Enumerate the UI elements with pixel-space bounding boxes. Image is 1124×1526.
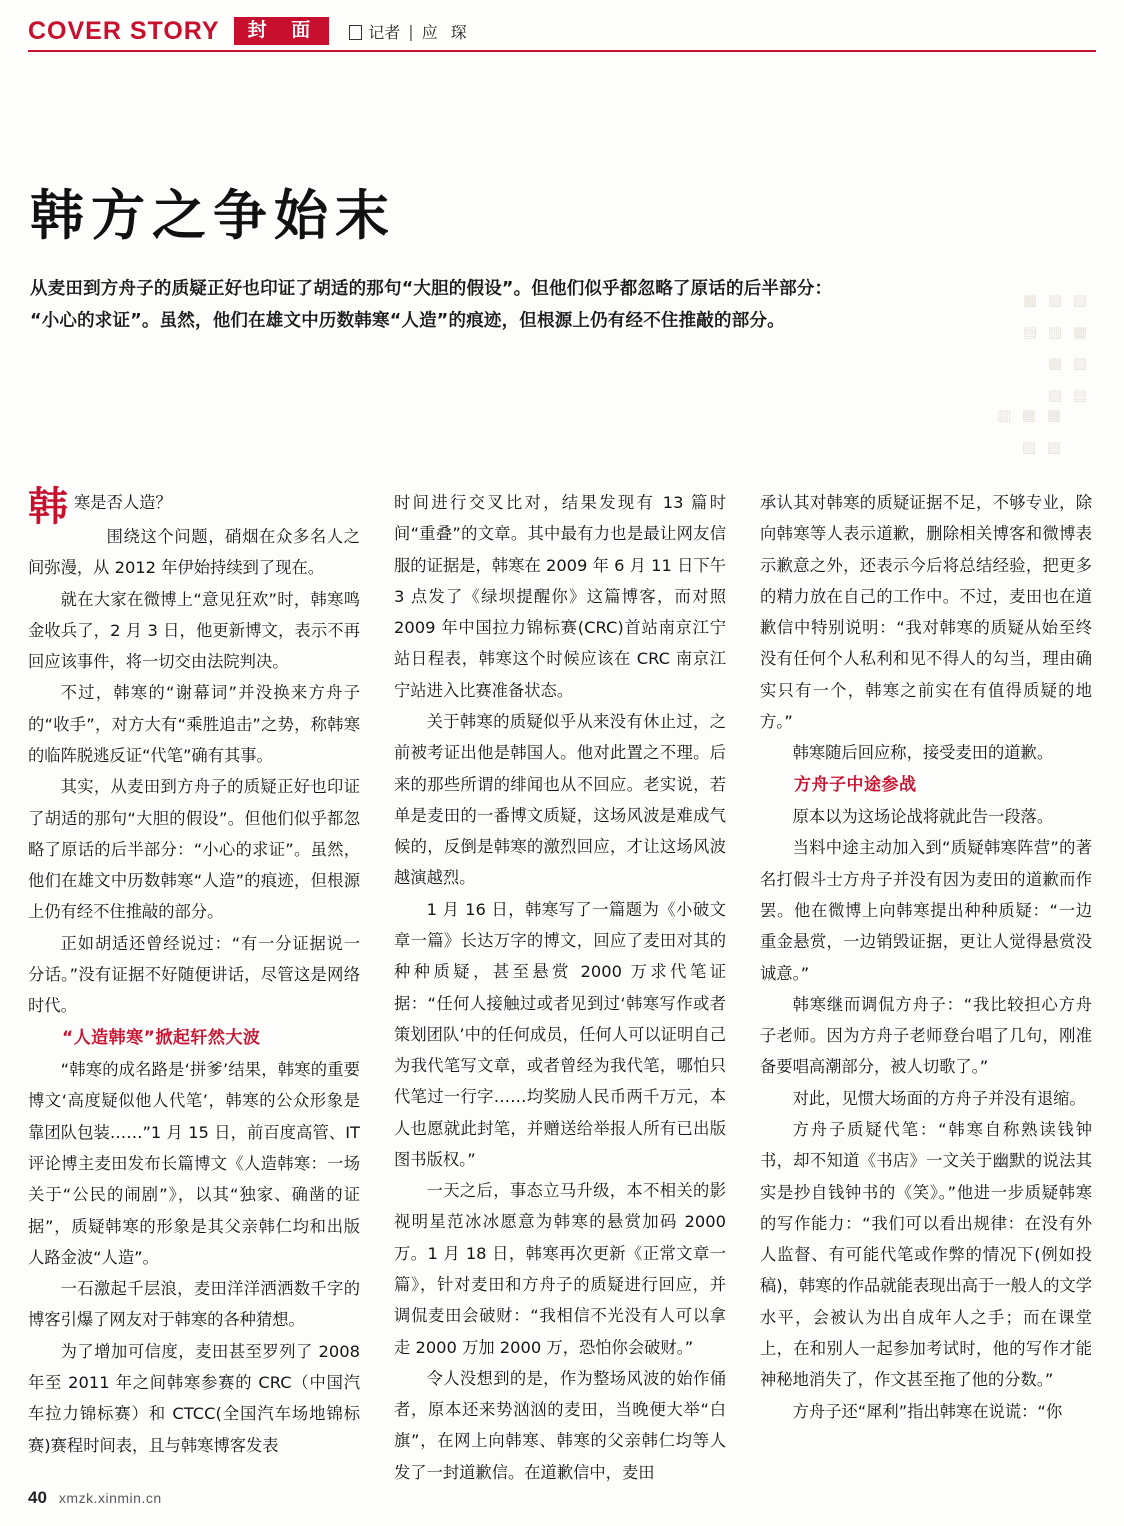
cover-badge: 封 面 xyxy=(234,17,330,45)
paragraph: 时间进行交叉比对，结果发现有 13 篇时间“重叠”的文章。其中最有力也是最让网友信服的证据是，韩寒在 2009 年 6 月 11 日下午 3 点发了《绿坝提醒你》这篇博客，而对照 2009 年中国拉力锦标赛(CRC)首站南京江宁站日程表，韩寒这个时候应该在 CRC 南京江宁站进入比赛准备状态。 xyxy=(394,493,726,700)
paragraph: 一石激起千层浪，麦田洋洋洒洒数千字的博客引爆了网友对于韩寒的各种猜想。 xyxy=(28,1279,360,1330)
page-footer xyxy=(28,1488,162,1508)
lead-paragraph xyxy=(28,484,360,530)
standfirst xyxy=(30,273,980,338)
page-number: 40 xyxy=(28,1488,47,1507)
column-middle xyxy=(394,487,726,1482)
section-subhead: 方舟子中途参战 xyxy=(794,774,917,795)
byline xyxy=(349,20,471,43)
page-header xyxy=(28,14,1096,48)
paragraph: 1 月 16 日，韩寒写了一篇题为《小破文章一篇》长达万字的博文，回应了麦田对其的种种质疑，甚至悬赏 2000 万求代笔证据：“任何人接触过或者见到过‘韩寒写作或者策划团队’中的任何成员，任何人可以证明自己为我代笔写文章，或者曾经为我代笔，哪怕只代笔过一行字……均奖励人民币两千万元，本人也愿就此封笔，并赠送给举报人所有已出版图书版权。” xyxy=(394,899,726,1169)
reporter-name: 应 琛 xyxy=(421,22,471,42)
standfirst-line-1: 从麦田到方舟子的质疑正好也印证了胡适的那句“大胆的假设”。但他们似乎都忽略了原话的后半部分： xyxy=(30,279,833,300)
page-title: 韩方之争始末 xyxy=(30,184,396,247)
paragraph: 韩寒随后回应称，接受麦田的道歉。 xyxy=(792,743,1054,763)
title-block xyxy=(30,185,1084,338)
paragraph: 其实，从麦田到方舟子的质疑正好也印证了胡适的那句“大胆的假设”。但他们似乎都忽略了原话的后半部分：“小心的求证”。虽然，他们在雄文中历数韩寒“人造”的痕迹，但根源上仍有经不住推敲的部分。 xyxy=(28,777,360,922)
paragraph: “韩寒的成名路是‘拼爹’结果，韩寒的重要博文‘高度疑似他人代笔’，韩寒的公众形象是靠团队包装……”1 月 15 日，前百度高管、IT 评论博主麦田发布长篇博文《人造韩寒：一场关于“公民的闹剧”》，以其“独家、确凿的证据”，质疑韩寒的形象是其父亲韩仁均和出版人路金波“人造”。 xyxy=(28,1060,360,1267)
paragraph: 韩寒继而调侃方舟子：“我比较担心方舟子老师。因为方舟子老师登台唱了几句，刚准备要唱高潮部分，被人切歌了。” xyxy=(760,994,1092,1077)
column-right xyxy=(760,487,1092,1464)
standfirst-line-2: “小心的求证”。虽然，他们在雄文中历数韩寒“人造”的痕迹，但根源上仍有经不住推敲的部分。 xyxy=(30,311,785,332)
section-subhead: “人造韩寒”掀起轩然大波 xyxy=(62,1027,261,1048)
paragraph: 就在大家在微博上“意见狂欢”时，韩寒鸣金收兵了，2 月 3 日，他更新博文，表示不再回应该事件，将一切交由法院判决。 xyxy=(28,589,360,672)
paragraph: 一天之后，事态立马升级，本不相关的影视明星范冰冰愿意为韩寒的悬赏加码 2000 万。1 月 18 日，韩寒再次更新《正常文章一篇》，针对麦田和方舟子的质疑进行回应，并调侃麦田会破财：“我相信不光没有人可以拿走 2000 万加 2000 万，恐怕你会破财。” xyxy=(394,1181,726,1357)
paragraph: 方舟子质疑代笔：“韩寒自称熟读钱钟书，却不知道《书店》一文关于幽默的说法其实是抄自钱钟书的《笑》。”他进一步质疑韩寒的写作能力：“我们可以看出规律：在没有外人监督、有可能代笔或作弊的情况下(例如投稿)，韩寒的作品就能表现出高于一般人的文学水平，会被认为出自成年人之手；而在课堂上，在和别人一起参加考试时，他的写作才能神秘地消失了，作文甚至拖了他的分数。” xyxy=(760,1119,1092,1390)
background-texture: ▩ ▨ ▧ ▤ ▥ ▦ ▩ ▨ ▧ ▤ xyxy=(1022,291,1090,404)
paragraph: 令人没想到的是，作为整场风波的始作俑者，原本还来势汹汹的麦田，当晚便大举“白旗”，在网上向韩寒、韩寒的父亲韩仁均等人发了一封道歉信。在道歉信中，麦田 xyxy=(394,1368,726,1482)
column-left xyxy=(28,484,360,1464)
byline-separator: | xyxy=(408,21,414,41)
background-texture-2: ▥ ▦ ▩ ▨ ▧ xyxy=(996,406,1064,456)
site-url: xmzk.xinmin.cn xyxy=(58,1490,162,1506)
paragraph: 为了增加可信度，麦田甚至罗列了 2008 年至 2011 年之间韩寒参赛的 CRC（中国汽车拉力锦标赛）和 CTCC(全国汽车场地锦标赛)赛程时间表，且与韩寒博客发表 xyxy=(28,1341,360,1455)
paragraph: 不过，韩寒的“谢幕词”并没换来方舟子的“收手”，对方大有“乘胜追击”之势，称韩寒的临阵脱逃反证“代笔”确有其事。 xyxy=(28,683,360,765)
cover-story-label: COVER STORY xyxy=(28,16,220,45)
paragraph: 原本以为这场论战将就此告一段落。 xyxy=(792,807,1054,827)
document-icon xyxy=(349,25,362,40)
paragraph: 承认其对韩寒的质疑证据不足，不够专业，除向韩寒等人表示道歉，删除相关博客和微博表示歉意之外，还表示今后将总结经验，把更多的精力放在自己的工作中。不过，麦田也在道歉信中特别说明：“我对韩寒的质疑从始至终没有任何个人私利和见不得人的勾当，理由确实只有一个，韩寒之前实在有值得质疑的地方。” xyxy=(760,493,1092,731)
paragraph: 围绕这个问题，硝烟在众多名人之间弥漫，从 2012 年伊始持续到了现在。 xyxy=(28,527,360,578)
paragraph: 对此，见惯大场面的方舟子并没有退缩。 xyxy=(792,1088,1086,1108)
paragraph: 关于韩寒的质疑似乎从来没有休止过，之前被考证出他是韩国人。他对此置之不理。后来的那些所谓的绯闻也从不回应。老实说，若单是麦田的一番博文质疑，这场风波是难成气候的，反倒是韩寒的激烈回应，才让这场风波越演越烈。 xyxy=(394,711,726,888)
lead-text: 寒是否人造？ xyxy=(74,493,172,512)
paragraph: 当料中途主动加入到“质疑韩寒阵营”的著名打假斗士方舟子并没有因为麦田的道歉而作罢。他在微博上向韩寒提出种种质疑：“一边重金悬赏，一边销毁证据，更让人觉得悬赏没诚意。” xyxy=(760,838,1092,983)
paragraph: 方舟子还“犀利”指出韩寒在说谎：“你 xyxy=(792,1401,1063,1421)
article-body xyxy=(28,484,1096,1482)
reporter-label: 记者 xyxy=(368,22,401,42)
paragraph: 正如胡适还曾经说过：“有一分证据说一分话。”没有证据不好随便讲话，尽管这是网络时代。 xyxy=(28,933,360,1016)
header-divider xyxy=(28,50,1096,52)
drop-cap: 韩 xyxy=(28,484,68,530)
